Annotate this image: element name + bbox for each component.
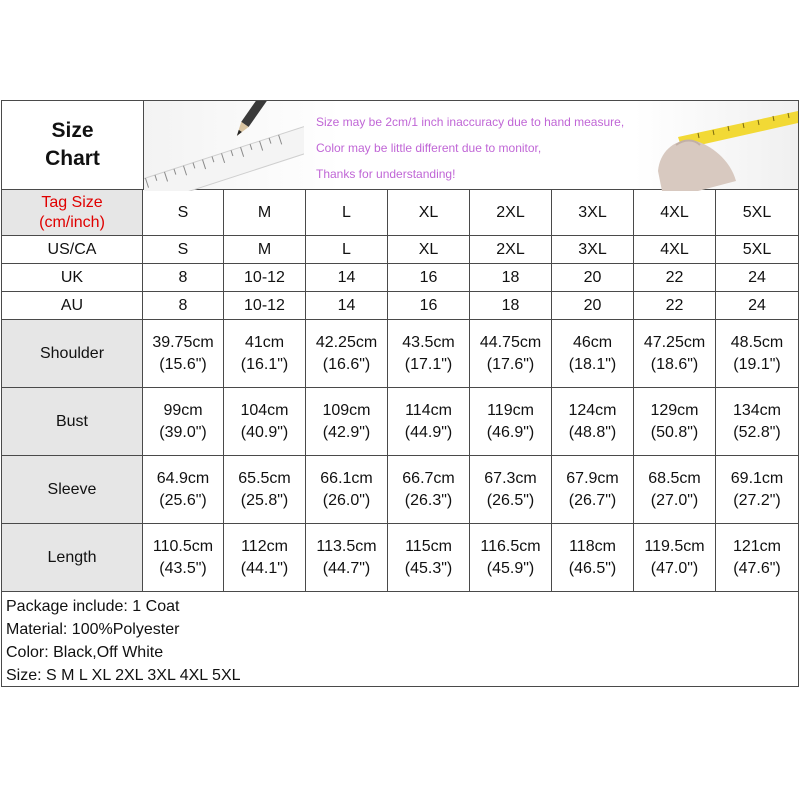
measure-cell: [552, 388, 634, 456]
measure-inch-value: (42.9"): [322, 423, 371, 441]
chart-header: [1, 100, 799, 190]
size-header-text: 4XL: [660, 203, 689, 221]
measure-label-cell: [1, 388, 143, 456]
size-header-cell: [552, 190, 634, 236]
uk-size-value: 20: [583, 268, 602, 286]
us-size-cell: [306, 236, 388, 264]
measure-cm-value: 42.25cm: [315, 333, 378, 351]
tag-size-row: [1, 190, 799, 236]
measure-cm-value: 67.3cm: [484, 469, 537, 487]
measure-inch-value: (17.1"): [404, 355, 453, 373]
au-size-cell: [143, 292, 224, 320]
us-size-value: 4XL: [660, 240, 689, 258]
measure-cm-value: 115cm: [405, 537, 452, 555]
size-header-cell: [306, 190, 388, 236]
measure-inch-value: (48.8"): [568, 423, 617, 441]
measure-cm-value: 134cm: [732, 401, 782, 419]
size-header-text: M: [257, 203, 272, 221]
measure-cell: [470, 388, 552, 456]
measure-inch-value: (45.9"): [486, 559, 535, 577]
au-size-cell: [388, 292, 470, 320]
au-size-cell: [470, 292, 552, 320]
uk-row: [1, 264, 799, 292]
size-header-cell: [388, 190, 470, 236]
au-size-value: 10-12: [244, 296, 285, 314]
uk-size-cell: [552, 264, 634, 292]
measure-inch-value: (26.3"): [404, 491, 453, 509]
au-size-cell: [552, 292, 634, 320]
us-size-value: M: [257, 240, 272, 258]
measure-inch-value: (45.3"): [404, 559, 453, 577]
measure-cell: [224, 388, 306, 456]
bust-row: [1, 388, 799, 456]
measure-inch-value: (17.6"): [486, 355, 535, 373]
measure-inch-value: (43.5"): [159, 559, 207, 577]
measure-cell: [306, 456, 388, 524]
measure-inch-value: (25.8"): [240, 491, 289, 509]
us-size-value: XL: [418, 240, 439, 258]
uk-size-cell: [388, 264, 470, 292]
shoulder-row: [1, 320, 799, 388]
size-header-text: 2XL: [496, 203, 525, 221]
measure-inch-value: (16.6"): [322, 355, 371, 373]
measure-cell: [634, 388, 716, 456]
measure-inch-value: (26.7"): [568, 491, 617, 509]
uk-size-value: 16: [419, 268, 438, 286]
measure-cm-value: 48.5cm: [730, 333, 784, 351]
tag-size-label-line: Tag Size: [41, 193, 103, 211]
us-size-value: S: [177, 240, 189, 258]
measure-cell: [716, 320, 799, 388]
measure-label: Length: [47, 548, 97, 566]
au-size-value: 8: [178, 296, 188, 314]
measure-cm-value: 43.5cm: [402, 333, 455, 351]
measure-inch-value: (18.1"): [568, 355, 617, 373]
measure-cm-value: 114cm: [405, 401, 452, 419]
us-size-cell: [224, 236, 306, 264]
measure-inch-value: (40.9"): [240, 423, 289, 441]
measure-inch-value: (46.9"): [486, 423, 535, 441]
uk-size-cell: [306, 264, 388, 292]
size-header-text: L: [342, 203, 351, 221]
measure-cell: [470, 456, 552, 524]
tag-size-label-line: (cm/inch): [39, 213, 105, 231]
uk-size-value: 14: [337, 268, 356, 286]
us-size-value: 2XL: [496, 240, 525, 258]
au-size-value: 18: [501, 296, 520, 314]
measure-cell: [716, 524, 799, 592]
measure-inch-value: (50.8"): [650, 423, 699, 441]
measure-cell: [552, 320, 634, 388]
au-size-cell: [716, 292, 799, 320]
measure-cm-value: 113.5cm: [316, 537, 377, 555]
measure-inch-value: (18.6"): [650, 355, 699, 373]
uk-label-cell: [1, 264, 143, 292]
measure-cell: [306, 524, 388, 592]
us-label: US/CA: [47, 240, 97, 258]
measure-label: Shoulder: [39, 344, 105, 362]
measure-cell: [716, 456, 799, 524]
uk-size-cell: [143, 264, 224, 292]
measure-cm-value: 68.5cm: [648, 469, 701, 487]
au-label-cell: [1, 292, 143, 320]
measure-cell: [470, 320, 552, 388]
measure-cell: [306, 320, 388, 388]
measure-cell: [306, 388, 388, 456]
measure-cell: [143, 524, 224, 592]
pencil-ruler-icon: [144, 101, 304, 191]
us-label-cell: [1, 236, 143, 264]
uk-size-value: 18: [501, 268, 520, 286]
au-size-value: 24: [748, 296, 766, 314]
measure-cm-value: 69.1cm: [730, 469, 784, 487]
measure-cell: [143, 388, 224, 456]
size-chart: [1, 100, 799, 687]
measure-cm-value: 109cm: [322, 401, 371, 419]
au-size-value: 14: [337, 296, 356, 314]
measure-cm-value: 41cm: [244, 333, 285, 351]
notice-line: Size may be 2cm/1 inch inaccuracy due to hand measure,: [316, 115, 625, 129]
sleeve-row: [1, 456, 799, 524]
size-header-text: 5XL: [742, 203, 772, 221]
us-size-value: 5XL: [742, 240, 772, 258]
measure-inch-value: (39.0"): [159, 423, 207, 441]
uk-size-value: 10-12: [244, 268, 285, 286]
measure-cm-value: 66.7cm: [402, 469, 455, 487]
au-size-value: 16: [419, 296, 438, 314]
measure-cell: [552, 456, 634, 524]
au-size-cell: [634, 292, 716, 320]
us-size-value: 3XL: [578, 240, 607, 258]
measure-label: Bust: [55, 412, 88, 430]
measure-cm-value: 66.1cm: [320, 469, 373, 487]
measure-label-cell: [1, 320, 143, 388]
notice-line: Color may be little different due to monitor,: [316, 141, 542, 155]
measure-cm-value: 46cm: [572, 333, 613, 351]
measure-cell: [470, 524, 552, 592]
size-header-cell: [716, 190, 799, 236]
measure-cm-value: 64.9cm: [156, 469, 210, 487]
us-size-cell: [143, 236, 224, 264]
uk-size-value: 22: [665, 268, 684, 286]
measure-inch-value: (46.5"): [568, 559, 617, 577]
measure-inch-value: (16.1"): [240, 355, 289, 373]
measure-cm-value: 44.75cm: [479, 333, 542, 351]
measure-cell: [143, 320, 224, 388]
measure-cm-value: 129cm: [650, 401, 699, 419]
measure-cell: [388, 320, 470, 388]
product-details: [1, 592, 799, 687]
uk-size-value: 24: [748, 268, 766, 286]
us-size-cell: [634, 236, 716, 264]
measure-cell: [388, 456, 470, 524]
au-label: AU: [60, 296, 84, 314]
size-header-cell: [224, 190, 306, 236]
measure-cm-value: 119.5cm: [644, 537, 705, 555]
au-size-value: 20: [583, 296, 602, 314]
measure-cell: [224, 524, 306, 592]
uk-size-cell: [470, 264, 552, 292]
measure-cm-value: 121cm: [732, 537, 782, 555]
us-ca-row: [1, 236, 799, 264]
measure-cm-value: 110.5cm: [152, 537, 214, 555]
measure-label: Sleeve: [47, 480, 97, 498]
title-line-1: Size: [51, 119, 94, 142]
notice-line: Thanks for understanding!: [316, 167, 456, 181]
title-line-2: Chart: [45, 147, 100, 170]
size-header-cell: [470, 190, 552, 236]
measure-cell: [716, 388, 799, 456]
length-row: [1, 524, 799, 592]
measure-cm-value: 65.5cm: [238, 469, 291, 487]
size-header-cell: [634, 190, 716, 236]
measure-inch-value: (26.5"): [486, 491, 535, 509]
measure-cell: [388, 524, 470, 592]
measure-inch-value: (27.2"): [733, 491, 781, 509]
us-size-cell: [552, 236, 634, 264]
measure-cm-value: 119cm: [487, 401, 534, 419]
size-header-text: S: [177, 203, 189, 221]
measure-cm-value: 39.75cm: [152, 333, 214, 351]
measure-cm-value: 124cm: [568, 401, 617, 419]
measure-inch-value: (27.0"): [650, 491, 699, 509]
uk-label: UK: [60, 268, 84, 286]
us-size-value: L: [342, 240, 351, 258]
uk-size-cell: [224, 264, 306, 292]
measure-label-cell: [1, 524, 143, 592]
au-row: [1, 292, 799, 320]
size-list: Size: S M L XL 2XL 3XL 4XL 5XL: [6, 667, 241, 684]
measure-cell: [143, 456, 224, 524]
au-size-cell: [306, 292, 388, 320]
measure-label-cell: [1, 456, 143, 524]
size-header-text: 3XL: [578, 203, 607, 221]
measure-cm-value: 116.5cm: [480, 537, 541, 555]
uk-size-cell: [634, 264, 716, 292]
package-include: Package include: 1 Coat: [6, 598, 180, 615]
tag-size-label: [1, 190, 143, 236]
us-size-cell: [716, 236, 799, 264]
measure-inch-value: (26.0"): [322, 491, 371, 509]
measure-cm-value: 99cm: [163, 401, 203, 419]
au-size-cell: [224, 292, 306, 320]
measure-inch-value: (19.1"): [733, 355, 781, 373]
measuring-tape-icon: [638, 101, 798, 191]
size-header-text: XL: [418, 203, 439, 221]
chart-title: [2, 101, 144, 189]
measure-cell: [388, 388, 470, 456]
us-size-cell: [470, 236, 552, 264]
measure-inch-value: (25.6"): [159, 491, 207, 509]
measure-cell: [634, 524, 716, 592]
measure-cm-value: 118cm: [569, 537, 616, 555]
measure-cell: [634, 320, 716, 388]
measure-cm-value: 67.9cm: [566, 469, 619, 487]
measure-cell: [552, 524, 634, 592]
notice-banner: [144, 101, 798, 189]
measure-cm-value: 112cm: [241, 537, 288, 555]
measure-inch-value: (15.6"): [159, 355, 207, 373]
measure-inch-value: (47.0"): [650, 559, 699, 577]
measure-cm-value: 47.25cm: [643, 333, 706, 351]
measure-inch-value: (52.8"): [733, 423, 781, 441]
size-header-cell: [143, 190, 224, 236]
color-options: Color: Black,Off White: [6, 644, 164, 661]
measure-inch-value: (47.6"): [733, 559, 781, 577]
uk-size-value: 8: [178, 268, 188, 286]
material: Material: 100%Polyester: [6, 621, 180, 638]
us-size-cell: [388, 236, 470, 264]
au-size-value: 22: [665, 296, 684, 314]
uk-size-cell: [716, 264, 799, 292]
measure-cell: [224, 320, 306, 388]
measure-inch-value: (44.9"): [404, 423, 453, 441]
measure-cell: [224, 456, 306, 524]
measure-cm-value: 104cm: [240, 401, 289, 419]
measure-inch-value: (44.7"): [322, 559, 371, 577]
measure-cell: [634, 456, 716, 524]
measure-inch-value: (44.1"): [240, 559, 289, 577]
